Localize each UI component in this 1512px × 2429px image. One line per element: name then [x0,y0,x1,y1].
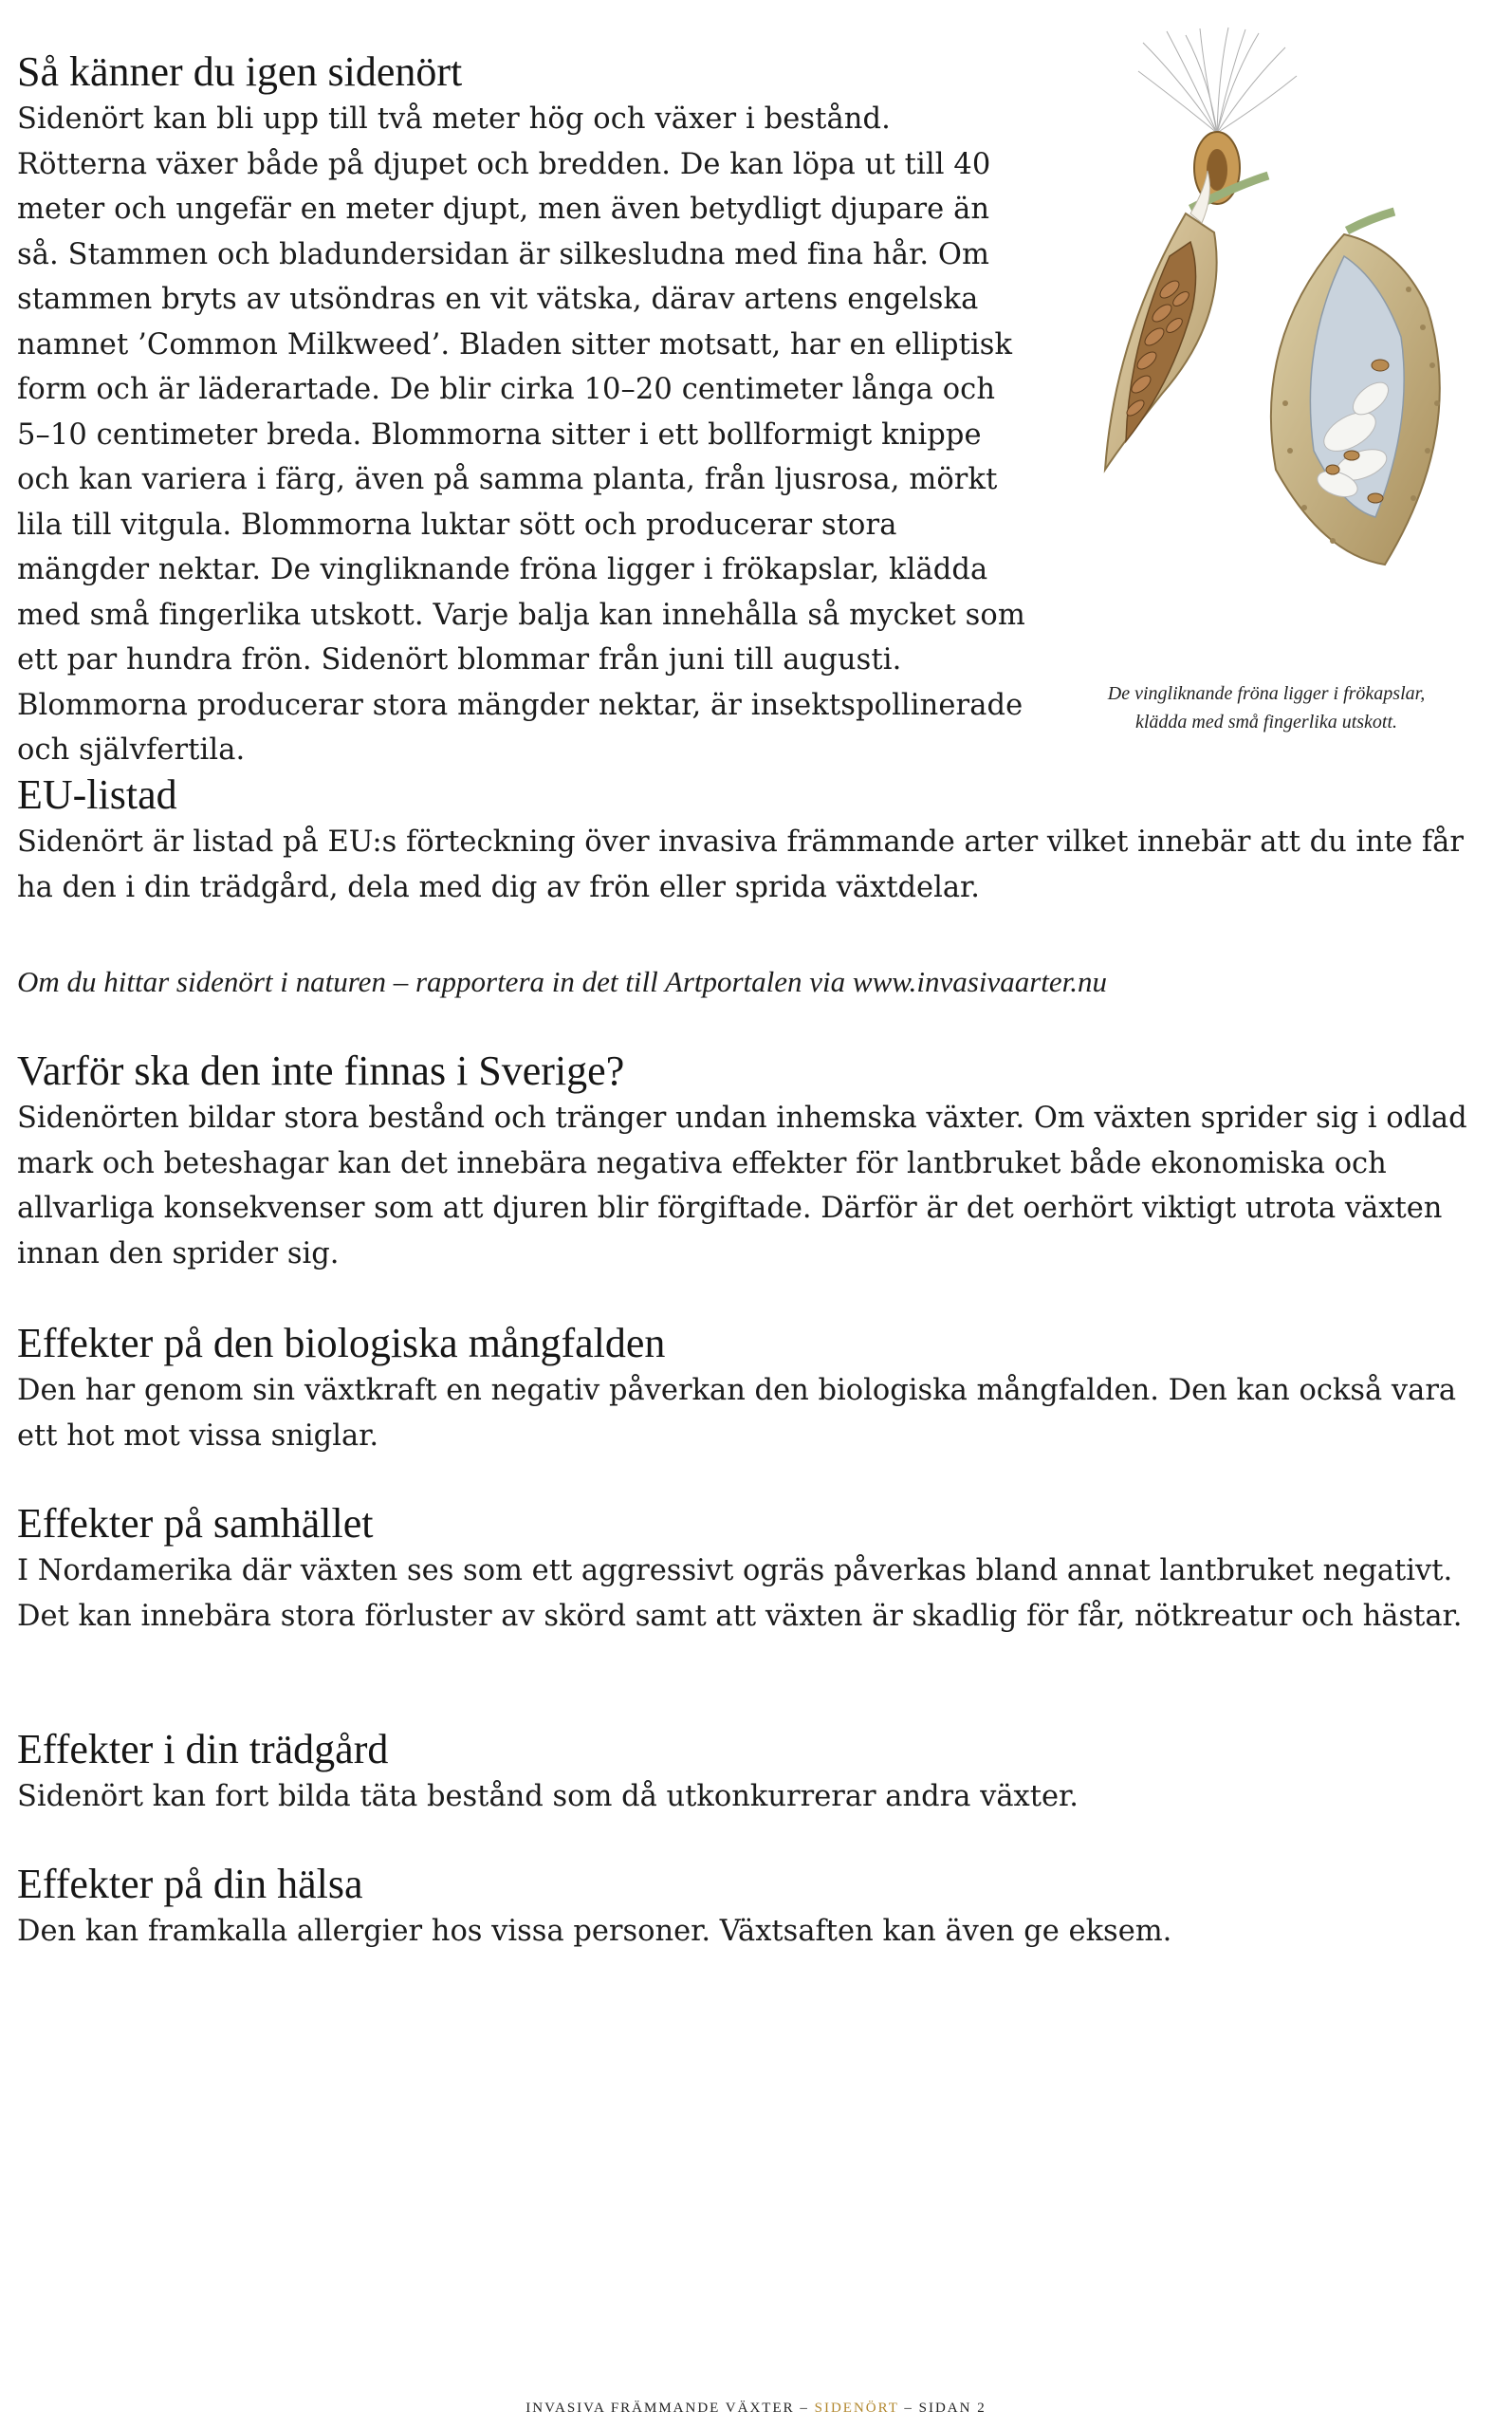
eu-body: Sidenört är listad på EU:s förteckning över invasiva främmande arter vilket innebär att du inte får ha den i din trädgård, dela med dig av frön eller sprida växtdelar. [17,825,1464,904]
why-body: Sidenörten bildar stora bestånd och tränger undan inhemska växter. Om växten sprider sig i odlad mark och beteshagar kan det innebära negativa effekter för lantbruket både ekonomiska och allvarliga konsekvenser som att djuren blir förgiftade. Därför är det oerhört viktigt utrota växten innan den sprider sig. [17,1102,1467,1270]
footer-separator-1: – [794,2401,815,2416]
seed-pod-drawing [1048,24,1494,669]
society-body: I Nordamerika där växten ses som ett aggressivt ogräs påverkas bland annat lantbruket negativt. Det kan innebära stora förluster av skörd samt att växten är skadlig för får, nötkreatur och hästar. [17,1554,1463,1633]
open-seed-pod-right [1271,212,1440,565]
society-heading: Effekter på samhället [17,1500,374,1547]
why-heading: Varför ska den inte finnas i Sverige? [17,1048,625,1094]
health-heading: Effekter på din hälsa [17,1861,363,1907]
seed-with-hairs [1138,28,1297,204]
society-section [17,1499,1478,1639]
footer-separator-2: – [898,2401,919,2416]
garden-section [17,1725,1478,1820]
eu-section [17,770,1478,910]
intro-body: Sidenört kan bli upp till två meter hög och växer i bestånd. Rötterna växer både på djupet och bredden. De kan löpa ut till 40 meter och ungefär en meter djupt, men även betydligt djupare än så. Stammen och bladundersidan är silkesludna med fina hår. Om stammen bryts av utsöndras en vit vätska, därav artens engelska namnet ’Common Milkweed’. Bladen sitter motsatt, har en elliptisk form och är läderartade. De blir cirka 10–20 centimeter långa och 5–10 centimeter breda. Blommorna sitter i ett bollformigt knippe och kan variera i färg, även på samma planta, från ljusrosa, mörkt lila till vitgula. Blommorna luktar sött och producerar stora mängder nektar. De vingliknande fröna ligger i frökapslar, klädda med små fingerlika utskott. Varje balja kan innehålla så mycket som ett par hundra frön. Sidenört blommar från juni till augusti. Blommorna producerar stora mängder nektar, är insektspollinerade och självfertila. [17,102,1025,767]
caption-line-1: De vingliknande fröna ligger i frökapslar, [1107,683,1426,704]
intro-section [17,47,1027,773]
health-section [17,1860,1478,1955]
biodiversity-heading: Effekter på den biologiska mångfalden [17,1320,666,1366]
open-seed-pod-left [1105,171,1268,470]
garden-heading: Effekter i din trädgård [17,1726,389,1772]
biodiversity-section [17,1319,1478,1458]
footer-species: SIDENÖRT [814,2401,899,2416]
milkweed-pods-illustration [1048,24,1494,669]
caption-line-2: klädda med små fingerlika utskott. [1134,712,1398,732]
biodiversity-body: Den har genom sin växtkraft en negativ påverkan den biologiska mångfalden. Den kan också vara ett hot mot vissa sniglar. [17,1374,1457,1453]
garden-body: Sidenört kan fort bilda täta bestånd som då utkonkurrerar andra växter. [17,1780,1079,1813]
report-note: Om du hittar sidenört i naturen – rapportera in det till Artportalen via www.invasivaarter.nu [17,965,1108,998]
why-section [17,1047,1478,1276]
page-footer [0,2401,1512,2417]
footer-series: INVASIVA FRÄMMANDE VÄXTER [526,2401,795,2416]
eu-heading: EU-listad [17,771,177,818]
illustration-caption [1029,679,1503,736]
health-body: Den kan framkalla allergier hos vissa personer. Växtsaften kan även ge eksem. [17,1915,1172,1948]
footer-page-number: SIDAN 2 [918,2401,986,2416]
intro-heading: Så känner du igen sidenört [17,48,463,95]
